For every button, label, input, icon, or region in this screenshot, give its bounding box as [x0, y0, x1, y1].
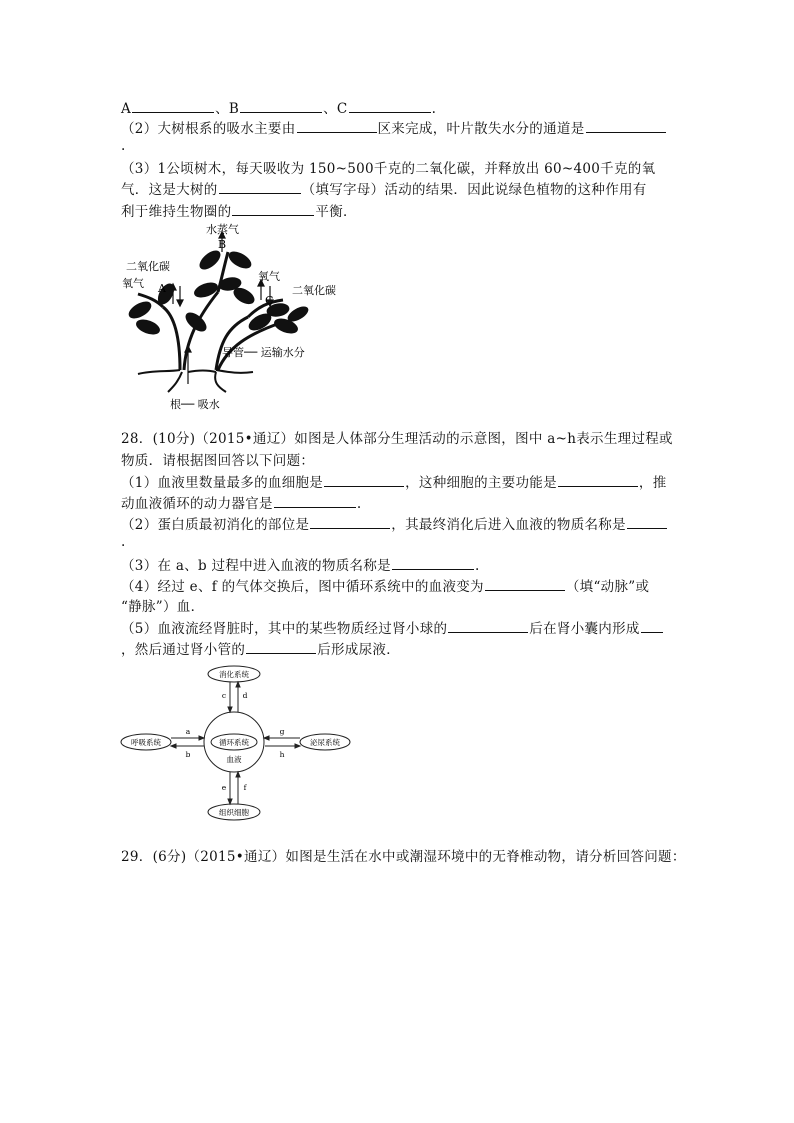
q28-text: （2）蛋白质最初消化的部位是: [121, 517, 310, 533]
answer-blank[interactable]: [246, 640, 316, 654]
label-a-process: a: [185, 727, 191, 736]
q28-text: （填“动脉”或: [565, 579, 650, 595]
q28-part4-line2: [121, 598, 204, 617]
tree-diagram: [118, 222, 358, 414]
label-h-process: h: [279, 750, 285, 759]
q28-text: ，这种细胞的主要功能是: [405, 475, 557, 491]
q28-part1-line2: [121, 494, 361, 514]
q27-part2-text: 区来完成，叶片散失水分的通道是: [377, 121, 585, 137]
q28-part3: [121, 556, 480, 576]
q28-part5-line2: [121, 640, 400, 660]
q28-text: “静脉”）血．: [121, 599, 205, 615]
answer-blank[interactable]: [324, 473, 404, 487]
answer-blank[interactable]: [392, 556, 474, 570]
q28-text: 物质．请根据图回答以下问题：: [121, 453, 315, 469]
blood-label: 血液: [226, 755, 242, 764]
q28-text: （3）在 a、b 过程中进入血液的物质名称是: [121, 558, 391, 574]
urinary-label: 泌尿系统: [310, 738, 340, 747]
q27-part2-end: [121, 137, 126, 156]
q28-text: 28．(10分)（2015•通辽）如图是人体部分生理活动的示意图，图中 a~h表示生理过程或: [121, 431, 673, 447]
period: .: [431, 101, 437, 117]
separator: 、: [323, 101, 337, 117]
answer-blank[interactable]: [240, 99, 322, 113]
q27-part3-text: （3）1公顷树木，每天吸收为 150~500千克的二氧化碳，并释放出 60~400千克的氧: [121, 161, 656, 177]
answer-blank[interactable]: [485, 577, 565, 591]
answer-blank[interactable]: [349, 99, 431, 113]
co2-left-label: 二氧化碳: [126, 260, 170, 273]
circulatory-label: 循环系统: [219, 738, 249, 747]
q29-text: 29．(6分)（2015•通辽）如图是生活在水中或潮湿环境中的无脊椎动物，请分析回答问题：: [121, 849, 686, 865]
label-d-process: d: [242, 691, 248, 700]
answer-blank[interactable]: [297, 119, 377, 133]
water-vapor-label: 水蒸气: [206, 223, 239, 236]
q28-text: （4）经过 e、f 的气体交换后，图中循环系统中的血液变为: [121, 579, 484, 595]
o2-right-label: 氧气: [258, 270, 280, 283]
q28-text: （1）血液里数量最多的血细胞是: [121, 475, 324, 491]
label-b-process: b: [185, 750, 191, 759]
answer-blank[interactable]: [274, 494, 356, 508]
q28-text: （5）血液流经肾脏时，其中的某些物质经过肾小球的: [121, 621, 448, 637]
separator: 、: [215, 101, 229, 117]
label-g-process: g: [279, 727, 285, 736]
answer-blank[interactable]: [310, 515, 390, 529]
q27-part3-line1: [121, 160, 655, 179]
q27-part1-line: [121, 99, 436, 119]
root-label: 根── 吸水: [170, 398, 220, 411]
respiratory-label: 呼吸系统: [131, 738, 161, 747]
q28-part2-line1: [121, 515, 668, 535]
co2-right-label: 二氧化碳: [292, 284, 336, 297]
q28-intro1: [121, 430, 673, 449]
period: .: [474, 558, 480, 574]
label-c-process: c: [221, 691, 227, 700]
period: .: [356, 496, 362, 512]
period: .: [121, 534, 126, 550]
q28-text: 后形成尿液．: [317, 642, 401, 658]
q27-part3-line3: [121, 202, 357, 222]
answer-blank[interactable]: [232, 202, 314, 216]
q27-part3-text: 气．这是大树的: [121, 182, 218, 198]
o2-left-label: 氧气: [122, 277, 144, 290]
q28-part4-line1: [121, 577, 649, 597]
q28-text: ，推: [638, 475, 667, 491]
label-e-process: e: [221, 783, 227, 792]
answer-blank[interactable]: [641, 619, 663, 633]
tree-roots: [138, 370, 253, 392]
q27-part2-text: （2）大树根系的吸水主要由: [121, 121, 296, 137]
q27-part3-text: （填写字母）活动的结果．因此说绿色植物的这种作用有: [301, 182, 647, 198]
period: .: [121, 138, 126, 154]
q27-part3-line2: [121, 180, 647, 200]
q28-intro2: [121, 452, 314, 471]
q28-text: 后在肾小囊内形成: [529, 621, 640, 637]
vessel-label: 导管── 运输水分: [222, 346, 305, 359]
answer-blank[interactable]: [219, 180, 301, 194]
q28-part1-line1: [121, 473, 667, 493]
answer-blank[interactable]: [627, 515, 667, 529]
body-systems-diagram: [120, 662, 352, 824]
label-f-process: f: [243, 783, 247, 792]
q28-text: ，其最终消化后进入血液的物质名称是: [391, 517, 626, 533]
q29-intro: [121, 848, 686, 867]
answer-blank[interactable]: [586, 119, 666, 133]
q28-part5-line1: [121, 619, 664, 639]
q28-part2-line2: [121, 533, 126, 552]
q27-part3-text: 平衡．: [315, 204, 357, 220]
answer-blank[interactable]: [132, 99, 214, 113]
q27-part2-line: [121, 119, 667, 139]
q27-label-b: B: [228, 101, 240, 117]
label-a: A: [158, 282, 166, 295]
q28-text: 动血液循环的动力器官是: [121, 496, 273, 512]
tissue-label: 组织细胞: [219, 808, 249, 817]
answer-blank[interactable]: [558, 473, 638, 487]
q27-label-a: A: [121, 101, 132, 117]
q27-part3-text: 利于维持生物圈的: [121, 204, 232, 220]
label-b: B: [218, 238, 227, 251]
q28-text: ，然后通过肾小管的: [121, 642, 246, 658]
label-c: C: [265, 294, 274, 307]
digestive-label: 消化系统: [219, 670, 249, 679]
answer-blank[interactable]: [448, 619, 528, 633]
q27-label-c: C: [336, 101, 348, 117]
